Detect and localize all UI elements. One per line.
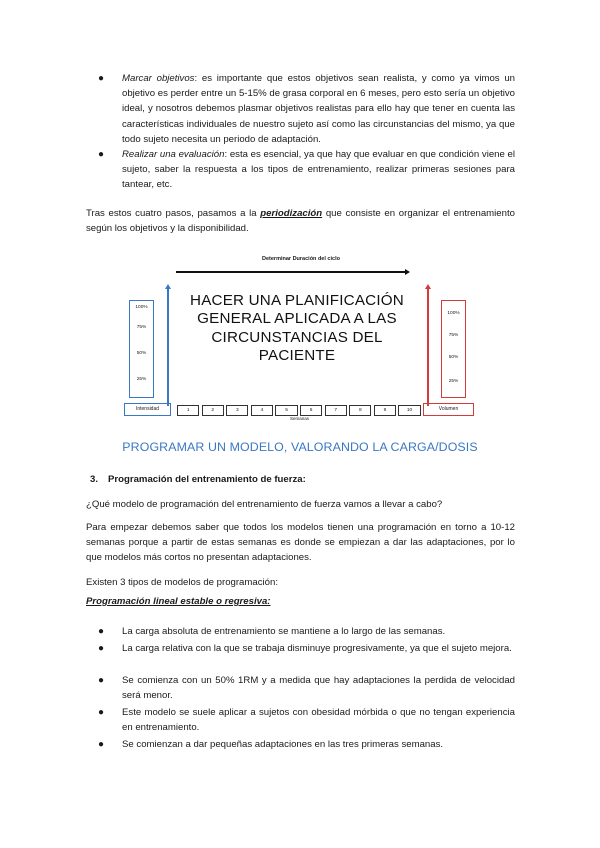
section-heading [90,474,306,485]
week-cell: 10 [398,405,420,416]
volume-level: 75% [448,333,459,338]
bullet-marker: ● [98,739,105,750]
periodization-paragraph [86,206,515,236]
bullet-marker: ● [98,675,105,686]
bullet-marker: ● [98,707,105,718]
week-cell: 3 [226,405,248,416]
bullet-text: La carga relativa con la que se trabaja disminuye progresivamente, ya que el sujeto mejora. [122,643,512,654]
duration-label: Determinar Duración del ciclo [262,256,340,262]
volume-label: Volumen [423,403,474,416]
intensity-level: 100% [135,305,148,310]
linear-model-subtitle: Programación lineal estable o regresiva: [86,596,271,607]
para-text: que consiste en organizar el entrenamiento según los objetivos y la disponibilidad. [86,208,515,235]
bullet-text: La carga absoluta de entrenamiento se mantiene a lo largo de las semanas. [122,626,446,637]
question-paragraph: ¿Qué modelo de programación del entrenamiento de fuerza vamos a llevar a cabo? [86,499,443,510]
intensity-scale [129,300,154,398]
types-paragraph: Existen 3 tipos de modelos de programación: [86,577,278,588]
weeks-row [177,405,421,416]
section-number: 3. [90,474,99,485]
bullet-text: Se comienza con un 50% 1RM y a medida que hay adaptaciones la perdida de velocidad será menor. [122,675,515,702]
program-heading: PROGRAMAR UN MODELO, VALORANDO LA CARGA/DOSIS [122,440,478,454]
week-cell: 6 [300,405,322,416]
bullet-text: Este modelo se suele aplicar a sujetos con obesidad mórbida o que no tengan experiencia en entrenamiento. [122,707,515,734]
diagram-headline: HACER UNA PLANIFICACIÓN GENERAL APLICADA A LAS CIRCUNSTANCIAS DEL PACIENTE [190,292,404,365]
week-cell: 8 [349,405,371,416]
week-cell: 5 [275,405,297,416]
intensity-arrow [167,288,169,406]
intensity-level: 25% [136,377,147,382]
periodization-diagram [120,248,482,422]
volume-scale [441,300,466,398]
bullet-label: Realizar una evaluación [122,149,225,160]
bullet-evaluation [122,147,515,193]
models-paragraph: Para empezar debemos saber que todos los modelos tienen una programación en torno a 10-12 semanas porque a partir de estas semanas es donde se empiezan a dar las adaptaciones, por lo que modelos más cortos no presentan adaptaciones. [86,522,515,564]
intensity-label: Intensidad [124,403,171,416]
week-cell: 4 [251,405,273,416]
bullet-text: : esta es esencial, ya que hay que evaluar en que condición viene el sujeto, saber la respuesta a los tipos de entrenamiento, realizar primeras sesiones para tantear, etc. [122,149,515,191]
week-cell: 2 [202,405,224,416]
bullet-marker: ● [98,643,105,654]
bullet-label: Marcar objetivos [122,73,195,84]
volume-level: 50% [448,355,459,360]
para-text: Tras estos cuatro pasos, pasamos a la [86,208,261,219]
section-title: Programación del entrenamiento de fuerza: [108,474,306,485]
bullet-text: Se comienzan a dar pequeñas adaptaciones en las tres primeras semanas. [122,739,444,750]
bullet-text: : es importante que estos objetivos sean realista, y como ya vimos un objetivo es perder entre un 5-15% de grasa corporal en 6 meses, pero esto sería un objetivo ideal, y nosotros debemos plasmar objetivos realistas para ello hay que tener en cuenta las características individuales de nuestro sujeto así como las circunstancias del mismo, ya que todo sujeto necesita un periodo de adaptación. [122,73,516,145]
bullet-marker: ● [98,73,105,84]
intensity-level: 50% [136,351,147,356]
week-cell: 1 [177,405,199,416]
volume-level: 100% [447,311,460,316]
week-cell: 9 [374,405,396,416]
periodization-keyword: periodización [260,208,323,219]
bullet-marker: ● [98,149,105,160]
intensity-level: 75% [136,325,147,330]
weeks-label: Semanas [290,416,310,421]
bullet-marker: ● [98,626,105,637]
volume-arrow [427,288,429,406]
volume-level: 25% [448,379,459,384]
week-cell: 7 [325,405,347,416]
bullet-objectives [122,71,515,147]
duration-arrow [176,271,406,273]
